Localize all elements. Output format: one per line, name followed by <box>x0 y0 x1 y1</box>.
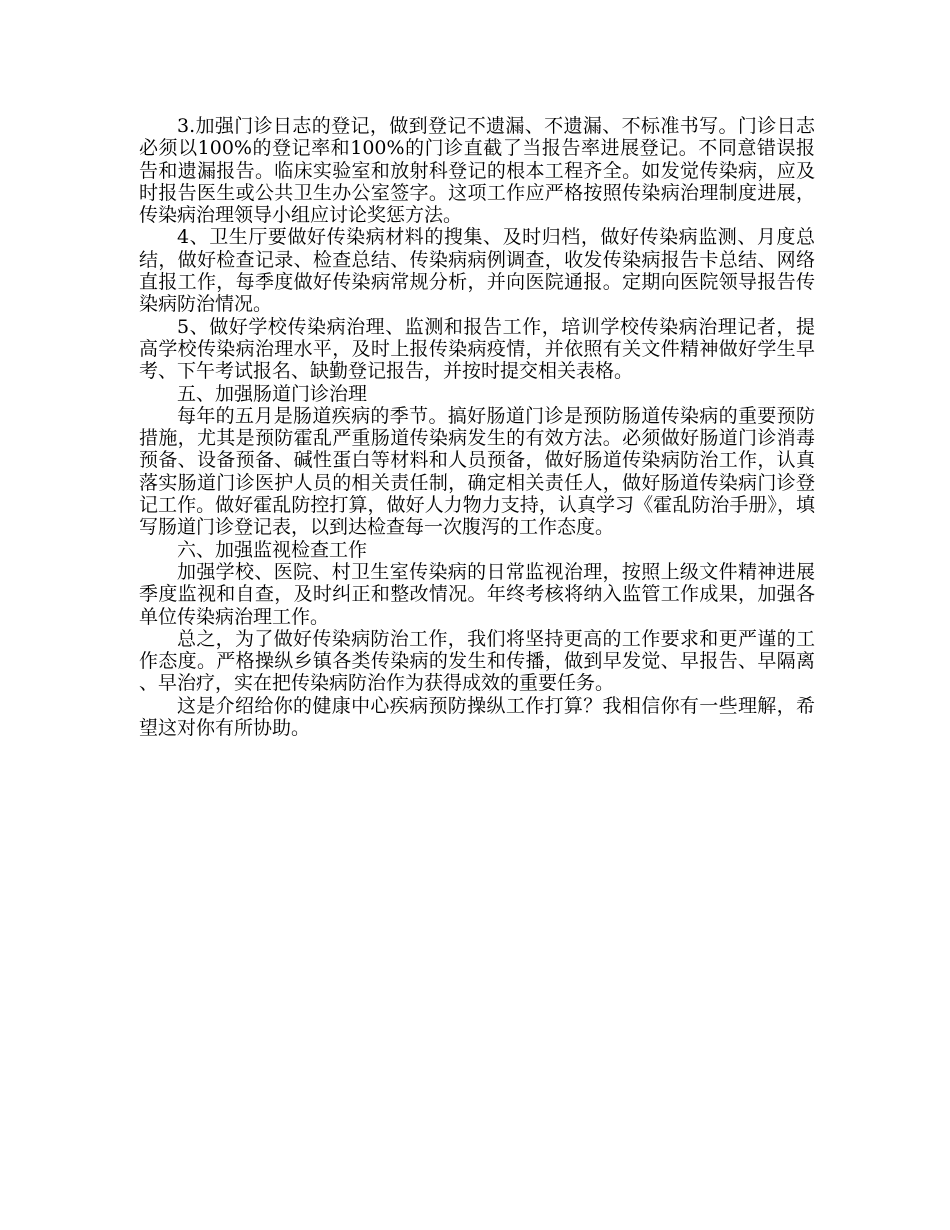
paragraph-item-4: 4、卫生厅要做好传染病材料的搜集、及时归档，做好传染病监测、月度总结，做好检查记录、检查总结、传染病病例调查，收发传染病报告卡总结、网络直报工作，每季度做好传染病常规分析，并向医院通报。定期向医院领导报告传染病防治情况。 <box>139 226 815 316</box>
paragraph-supervision: 加强学校、医院、村卫生室传染病的日常监视治理，按照上级文件精神进展季度监视和自查，及时纠正和整改情况。年终考核将纳入监管工作成果，加强各单位传染病治理工作。 <box>139 560 815 628</box>
document-body <box>139 115 815 739</box>
paragraph-item-5: 5、做好学校传染病治理、监测和报告工作，培训学校传染病治理记者，提高学校传染病治理水平，及时上报传染病疫情，并依照有关文件精神做好学生早考、下午考试报名、缺勤登记报告，并按时提交相关表格。 <box>139 315 815 383</box>
paragraph-closing: 这是介绍给你的健康中心疾病预防操纵工作打算？我相信你有一些理解，希望这对你有所协助。 <box>139 694 815 740</box>
section-heading-5: 五、加强肠道门诊治理 <box>177 382 368 405</box>
paragraph-summary: 总之，为了做好传染病防治工作，我们将坚持更高的工作要求和更严谨的工作态度。严格操纵乡镇各类传染病的发生和传播，做到早发觉、早报告、早隔离、早治疗，实在把传染病防治作为获得成效的重要任务。 <box>139 627 815 695</box>
paragraph-item-3: 3.加强门诊日志的登记，做到登记不遗漏、不遗漏、不标准书写。门诊日志必须以100%的登记率和100%的门诊直截了当报告率进展登记。不同意错误报告和遗漏报告。临床实验室和放射科登记的根本工程齐全。如发觉传染病，应及时报告医生或公共卫生办公室签字。这项工作应严格按照传染病治理制度进展，传染病治理领导小组应讨论奖惩方法。 <box>139 115 815 227</box>
paragraph-intestinal-clinic: 每年的五月是肠道疾病的季节。搞好肠道门诊是预防肠道传染病的重要预防措施，尤其是预防霍乱严重肠道传染病发生的有效方法。必须做好肠道门诊消毒预备、设备预备、碱性蛋白等材料和人员预备，做好肠道传染病防治工作，认真落实肠道门诊医护人员的相关责任制，确定相关责任人，做好肠道传染病门诊登记工作。做好霍乱防控打算，做好人力物力支持，认真学习《霍乱防治手册》，填写肠道门诊登记表，以到达检查每一次腹泻的工作态度。 <box>139 404 815 539</box>
section-heading-6: 六、加强监视检查工作 <box>177 538 368 561</box>
